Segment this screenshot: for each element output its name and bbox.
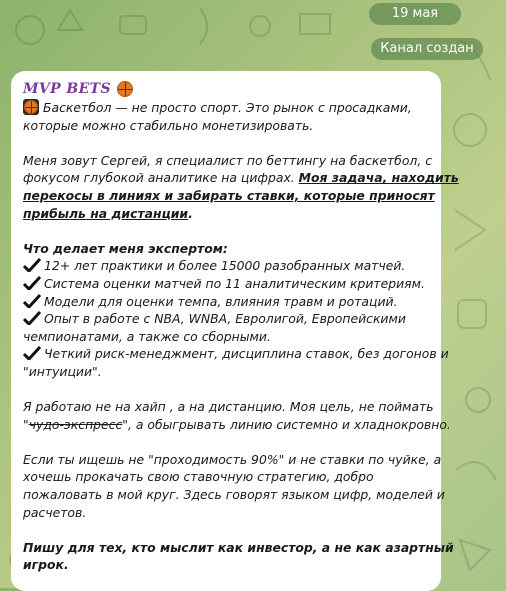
post-line: [23, 416, 451, 434]
checklist-text: "интуиции".: [23, 363, 102, 379]
checkmark-icon: [23, 276, 41, 290]
emphasis-text: прибыль на дистанции: [23, 205, 189, 221]
post-text-span: ", а обыгрывать линию системно и хладнокровно.: [122, 416, 451, 432]
post-line: пожаловать в мой круг. Здесь говорят языком цифр, моделей и: [23, 487, 445, 503]
channel-name[interactable]: MVP BETS: [23, 81, 111, 97]
post-line: которые можно стабильно монетизировать.: [23, 117, 314, 133]
closing-line: Пишу для тех, кто мыслит как инвестор, а не как азартный: [23, 539, 454, 555]
post-line: Я работаю не на хайп , а на дистанцию. Моя цель, не поймать: [23, 399, 434, 415]
checklist-item: [23, 275, 427, 293]
post-line: расчетов.: [23, 504, 87, 520]
checkmark-icon: [23, 311, 41, 325]
basketball-emoji-icon: [23, 99, 39, 115]
checkmark-icon: [23, 258, 41, 272]
post-line: [23, 169, 459, 187]
checklist-item: [23, 257, 427, 275]
basketball-icon: [117, 81, 133, 97]
checklist-text: 12+ лет практики и более 15000 разобранных матчей.: [44, 258, 406, 274]
checklist-text: Система оценки матчей по 11 аналитическим критериям.: [44, 275, 425, 291]
expert-heading: Что делает меня экспертом:: [23, 240, 228, 256]
channel-name-header[interactable]: [23, 79, 427, 99]
post-line: [23, 205, 427, 223]
checklist-item: [23, 345, 449, 363]
post-text-span: ": [23, 416, 29, 432]
checklist-item: [23, 310, 427, 328]
strikethrough-text: чудо-экспресс: [28, 416, 123, 432]
post-line: хочешь прокачать свою ставочную стратегию, добро: [23, 469, 374, 485]
checklist-text: Модели для оценки темпа, влияния травм и ротаций.: [44, 293, 398, 309]
checklist-text: Четкий риск-менеджмент, дисциплина ставок, без догонов и: [44, 346, 449, 362]
service-message: Канал создан: [371, 38, 483, 60]
checkmark-icon: [23, 346, 41, 360]
post-text-span: фокусом глубокой аналитике на цифрах.: [23, 170, 299, 186]
post-line: Меня зовут Сергей, я специалист по беттингу на баскетбол, с: [23, 152, 433, 168]
post-line: [23, 99, 427, 117]
emphasis-text: Моя задача, находить: [298, 170, 459, 186]
channel-post-bubble: [11, 71, 459, 591]
checklist-item: [23, 293, 427, 311]
post-line: Если ты ищешь не "проходимость 90%" и не ставки по чуйке, а: [23, 451, 442, 467]
checklist-text: Опыт в работе с NBA, WNBA, Евролигой, Европейскими: [44, 311, 406, 327]
date-separator: 19 мая: [369, 3, 461, 25]
checkmark-icon: [23, 294, 41, 308]
closing-line: игрок.: [23, 557, 69, 573]
emphasis-text: перекосы в линиях и забирать ставки, которые приносят: [23, 187, 435, 203]
post-text-span: .: [188, 205, 193, 221]
post-text-intro: Баскетбол — не просто спорт. Это рынок с просадками,: [43, 100, 412, 115]
checklist-text: чемпионатами, а также со сборными.: [23, 328, 271, 344]
post-text: [23, 99, 459, 574]
